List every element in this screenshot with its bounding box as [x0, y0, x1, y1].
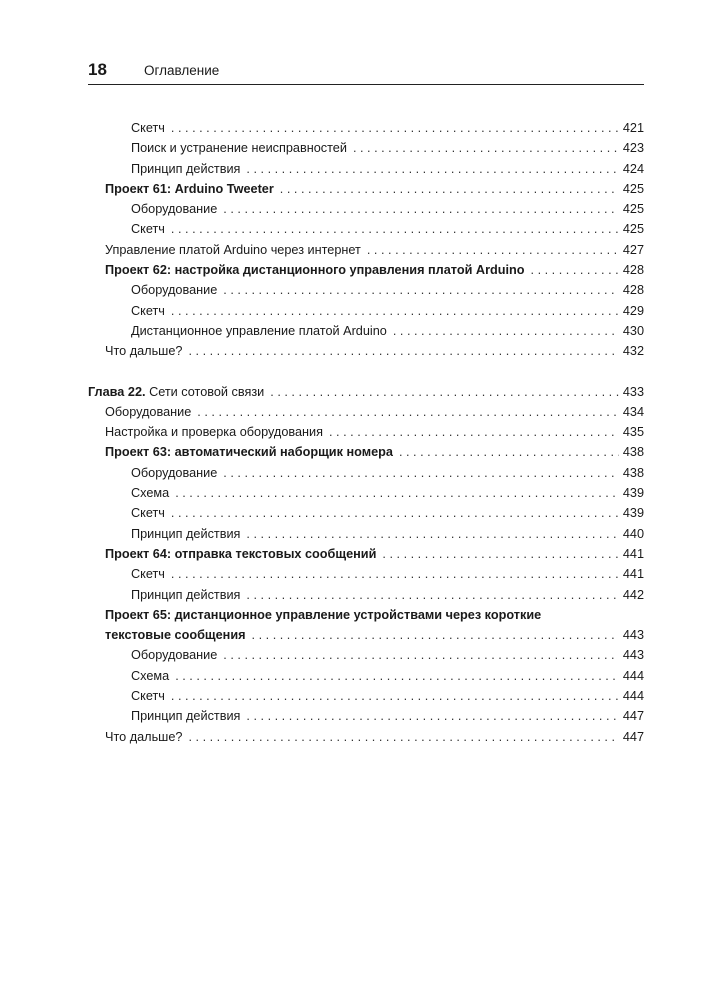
toc-group — [88, 405, 644, 608]
toc-entry-page: 444 — [622, 689, 644, 704]
toc-entry-title: Принцип действия — [131, 526, 241, 541]
toc-entry[interactable] — [88, 182, 644, 202]
toc-entry[interactable] — [88, 628, 644, 648]
toc-entry[interactable] — [88, 263, 644, 283]
toc-entry-page: 434 — [622, 404, 644, 419]
toc-entry-page: 430 — [622, 323, 644, 338]
leader-dots — [223, 202, 619, 216]
leader-dots — [171, 567, 619, 581]
toc-entry-page: 425 — [622, 222, 644, 237]
table-of-contents — [88, 121, 644, 750]
leader-dots — [246, 709, 618, 723]
toc-entry-title: Настройка и проверка оборудования — [105, 425, 323, 440]
toc-entry-page: 443 — [622, 648, 644, 663]
leader-dots — [223, 466, 619, 480]
toc-entry[interactable] — [88, 669, 644, 689]
toc-entry[interactable] — [88, 405, 644, 425]
toc-entry-title: Оборудование — [131, 202, 218, 217]
toc-entry-page: 443 — [622, 628, 644, 643]
toc-entry-page: 438 — [622, 445, 644, 460]
toc-entry[interactable] — [88, 648, 644, 668]
leader-dots — [367, 243, 619, 257]
leader-dots — [353, 141, 619, 155]
toc-entry[interactable] — [88, 486, 644, 506]
toc-entry-page: 425 — [622, 202, 644, 217]
toc-entry-page: 427 — [622, 242, 644, 257]
leader-dots — [329, 425, 619, 439]
toc-entry[interactable] — [88, 506, 644, 526]
toc-entry[interactable] — [88, 121, 644, 141]
toc-entry[interactable] — [88, 466, 644, 486]
header-rule — [88, 84, 644, 85]
toc-entry[interactable] — [88, 141, 644, 161]
leader-dots — [393, 324, 619, 338]
toc-entry[interactable] — [88, 527, 644, 547]
toc-entry-title: текстовые сообщения — [105, 628, 246, 643]
toc-entry-wrapped-line[interactable] — [88, 608, 644, 628]
toc-entry-page: 447 — [622, 709, 644, 724]
toc-entry-page: 441 — [622, 567, 644, 582]
toc-entry-title: Принцип действия — [131, 161, 241, 176]
toc-entry-page: 428 — [622, 283, 644, 298]
toc-entry[interactable] — [88, 344, 644, 364]
chapter-title: Сети сотовой связи — [149, 384, 265, 399]
toc-entry-title: Скетч — [131, 303, 165, 318]
toc-entry-page: 421 — [622, 121, 644, 135]
toc-entry[interactable] — [88, 547, 644, 567]
leader-dots — [252, 628, 619, 642]
leader-dots — [171, 222, 619, 236]
toc-entry-page: 433 — [622, 384, 644, 399]
toc-entry[interactable] — [88, 222, 644, 242]
toc-entry-page: 439 — [622, 506, 644, 521]
toc-entry-title: Оборудование — [105, 404, 192, 419]
leader-dots — [399, 445, 619, 459]
leader-dots — [171, 506, 619, 520]
toc-group — [88, 648, 644, 749]
leader-dots — [223, 283, 619, 297]
toc-entry-title: Скетч — [131, 689, 165, 704]
toc-entry-title: Скетч — [131, 567, 165, 582]
leader-dots — [175, 486, 619, 500]
leader-dots — [382, 547, 618, 561]
toc-entry-title: Принцип действия — [131, 587, 241, 602]
toc-entry-title: Оборудование — [131, 648, 218, 663]
toc-entry-title: Оборудование — [131, 283, 218, 298]
toc-entry-page: 444 — [622, 668, 644, 683]
toc-entry-title: Схема — [131, 486, 170, 501]
toc-entry[interactable] — [88, 425, 644, 445]
toc-entry-title: Проект 63: автоматический наборщик номера — [105, 445, 393, 460]
toc-entry-title: Управление платой Arduino через интернет — [105, 242, 361, 257]
leader-dots — [197, 405, 619, 419]
toc-entry-page: 424 — [622, 161, 644, 176]
leader-dots — [188, 730, 618, 744]
page-number: 18 — [88, 60, 107, 79]
toc-entry-title: Поиск и устранение неисправностей — [131, 141, 347, 156]
toc-entry-page: 423 — [622, 141, 644, 156]
toc-entry-page: 438 — [622, 465, 644, 480]
toc-entry-title — [88, 385, 264, 399]
toc-group — [88, 121, 644, 365]
leader-dots — [246, 527, 618, 541]
toc-entry-page: 428 — [622, 263, 644, 278]
toc-entry[interactable] — [88, 283, 644, 303]
toc-entry-page: 439 — [622, 486, 644, 501]
toc-entry[interactable] — [88, 162, 644, 182]
leader-dots — [246, 162, 618, 176]
toc-entry[interactable] — [88, 709, 644, 729]
toc-entry-page: 442 — [622, 587, 644, 602]
toc-entry-page: 425 — [622, 181, 644, 196]
leader-dots — [270, 385, 619, 399]
toc-entry-title: Схема — [131, 668, 170, 683]
toc-entry[interactable] — [88, 324, 644, 344]
toc-entry-title: Что дальше? — [105, 729, 183, 744]
leader-dots — [188, 344, 618, 358]
toc-entry[interactable] — [88, 588, 644, 608]
leader-dots — [171, 689, 619, 703]
toc-entry[interactable] — [88, 730, 644, 750]
toc-entry-title: Дистанционное управление платой Arduino — [131, 323, 387, 338]
toc-entry-title: Скетч — [131, 506, 165, 521]
toc-entry-page: 429 — [622, 303, 644, 318]
toc-entry-title: Что дальше? — [105, 344, 183, 359]
toc-entry[interactable] — [88, 304, 644, 324]
toc-entry-title: Проект 61: Arduino Tweeter — [105, 181, 274, 196]
toc-entry[interactable] — [88, 243, 644, 263]
leader-dots — [246, 588, 618, 602]
toc-entry[interactable] — [88, 202, 644, 222]
chapter-label: Глава 22. — [88, 384, 146, 399]
section-gap — [88, 365, 644, 385]
toc-entry[interactable] — [88, 445, 644, 465]
toc-entry-title: Проект 64: отправка текстовых сообщений — [105, 546, 377, 561]
toc-entry[interactable] — [88, 689, 644, 709]
running-title: Оглавление — [144, 63, 220, 78]
leader-dots — [171, 121, 619, 135]
toc-entry[interactable] — [88, 567, 644, 587]
toc-entry-title: Принцип действия — [131, 709, 241, 724]
toc-entry-page: 447 — [622, 729, 644, 744]
toc-entry-title: Скетч — [131, 222, 165, 237]
toc-entry-page: 435 — [622, 425, 644, 440]
leader-dots — [175, 669, 619, 683]
toc-entry-title: Скетч — [131, 121, 165, 135]
toc-entry-page: 441 — [622, 546, 644, 561]
toc-entry-title: Проект 62: настройка дистанционного управления платой Arduino — [105, 263, 525, 278]
leader-dots — [280, 182, 619, 196]
page-header — [88, 60, 644, 84]
leader-dots — [223, 648, 619, 662]
toc-entry-title: Проект 65: дистанционное управление устройствами через короткие — [105, 607, 542, 622]
leader-dots — [531, 263, 619, 277]
toc-entry-page: 432 — [622, 344, 644, 359]
leader-dots — [171, 304, 619, 318]
toc-chapter-entry[interactable] — [88, 385, 644, 405]
toc-entry-title: Оборудование — [131, 465, 218, 480]
toc-entry-page: 440 — [622, 526, 644, 541]
